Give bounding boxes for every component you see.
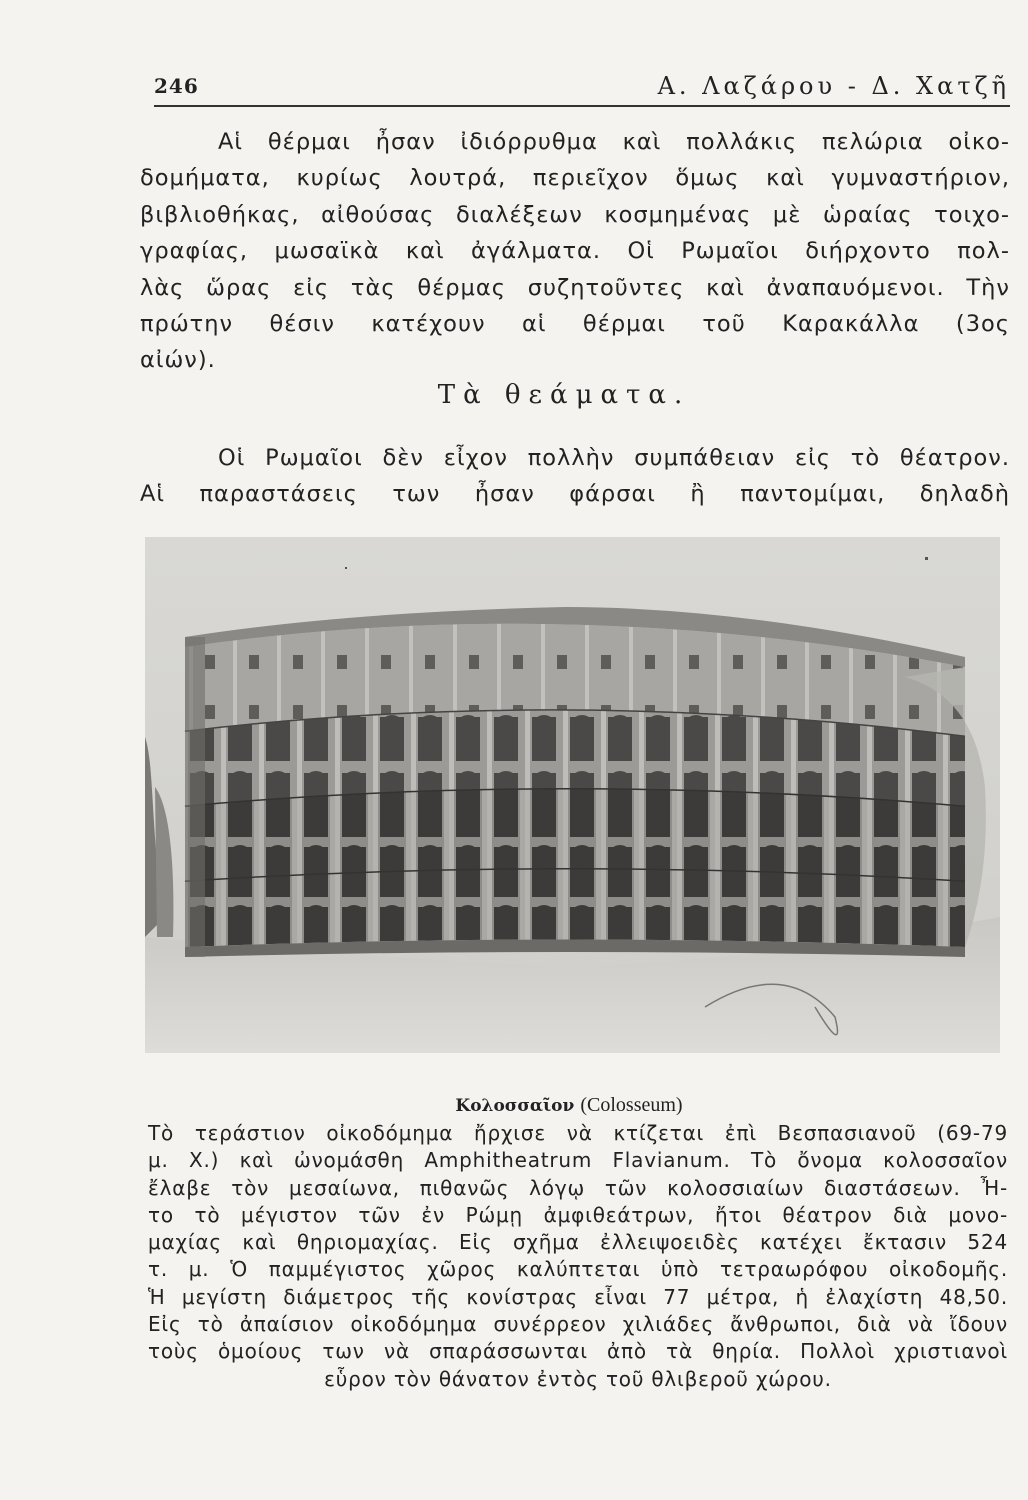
text-line: αἰών). bbox=[140, 347, 216, 374]
desc-line: το τὸ μέγιστον τῶν ἐν Ρώμῃ ἀμφιθεάτρων, ἤτοι θέατρον διὰ μονο- bbox=[148, 1202, 1008, 1227]
header-rule bbox=[154, 105, 1010, 107]
text-line: Αἱ παραστάσεις των ἦσαν φάρσαι ἢ παντομίμαι, δηλαδὴ bbox=[140, 481, 1010, 508]
text-line: Οἱ Ρωμαῖοι δὲν εἶχον πολλὴν συμπάθειαν εἰς τὸ θέατρον. bbox=[218, 445, 1010, 471]
section-heading: Τὰ θεάματα. bbox=[437, 380, 691, 410]
caption-title: Κολοσσαῖον bbox=[455, 1096, 575, 1116]
desc-line: μαχίας καὶ θηριομαχίας. Εἰς σχῆμα ἐλλειψοειδὲς κατέχει ἔκτασιν 524 bbox=[148, 1230, 1008, 1255]
caption-latin: (Colosseum) bbox=[580, 1094, 683, 1116]
text-line: βιβλιοθήκας, αἰθούσας διαλέξεων κοσμημένας μὲ ὡραίας τοιχο- bbox=[140, 201, 1010, 228]
desc-line: τ. μ. Ὁ παμμέγιστος χῶρος καλύπτεται ὑπὸ τετραωρόφου οἰκοδομῆς. bbox=[148, 1257, 1008, 1282]
paragraph-baths bbox=[140, 124, 1010, 379]
running-title: Α. Λαζάρου - Δ. Χατζῆ bbox=[657, 72, 1010, 100]
colosseum-description bbox=[148, 1120, 1008, 1393]
page-number: 246 bbox=[154, 74, 199, 98]
running-head bbox=[154, 68, 1010, 104]
desc-line: Τὸ τεράστιον οἰκοδόμημα ἤρχισε νὰ κτίζεται ἐπὶ Βεσπασιανοῦ (69-79 bbox=[148, 1121, 1008, 1145]
desc-line: μ. Χ.) καὶ ὠνομάσθη Amphitheatrum Flavianum. Τὸ ὄνομα κολοσσαῖον bbox=[148, 1148, 1008, 1173]
desc-line: τοὺς ὁμοίους των νὰ σπαράσσωνται ἀπὸ τὰ θηρία. Πολλοὶ χριστιανοὶ bbox=[148, 1339, 1008, 1364]
desc-line: Εἰς τὸ ἀπαίσιον οἰκοδόμημα συνέρρεον χιλιάδες ἄνθρωποι, διὰ νὰ ἴδουν bbox=[148, 1312, 1008, 1337]
text-line: λὰς ὥρας εἰς τὰς θέρμας συζητοῦντες καὶ ἀναπαυόμενοι. Τὴν bbox=[140, 274, 1010, 301]
desc-line: εὗρον τὸν θάνατον ἐντὸς τοῦ θλιβεροῦ χώρου. bbox=[324, 1366, 832, 1391]
colosseum-photo bbox=[145, 537, 1000, 1053]
text-line: δομήματα, κυρίως λουτρά, περιεῖχον ὅμως καὶ γυμναστήριον, bbox=[140, 165, 1010, 192]
figure-caption bbox=[0, 1094, 1028, 1117]
desc-line: ἔλαβε τὸν μεσαίωνα, πιθανῶς λόγῳ τῶν κολοσσιαίων διαστάσεων. Ἦ- bbox=[148, 1175, 1008, 1200]
desc-line: Ἡ μεγίστη διάμετρος τῆς κονίστρας εἶναι 77 μέτρα, ἡ ἐλαχίστη 48,50. bbox=[148, 1284, 1008, 1309]
text-line: γραφίας, μωσαϊκὰ καὶ ἀγάλματα. Οἱ Ρωμαῖοι διήρχοντο πολ- bbox=[140, 238, 1010, 265]
paragraph-theatre bbox=[140, 440, 1010, 513]
text-line: Αἱ θέρμαι ἦσαν ἰδιόρρυθμα καὶ πολλάκις πελώρια οἰκο- bbox=[218, 129, 1010, 155]
text-line: πρώτην θέσιν κατέχουν αἱ θέρμαι τοῦ Καρακάλλα (3ος bbox=[140, 311, 1010, 338]
